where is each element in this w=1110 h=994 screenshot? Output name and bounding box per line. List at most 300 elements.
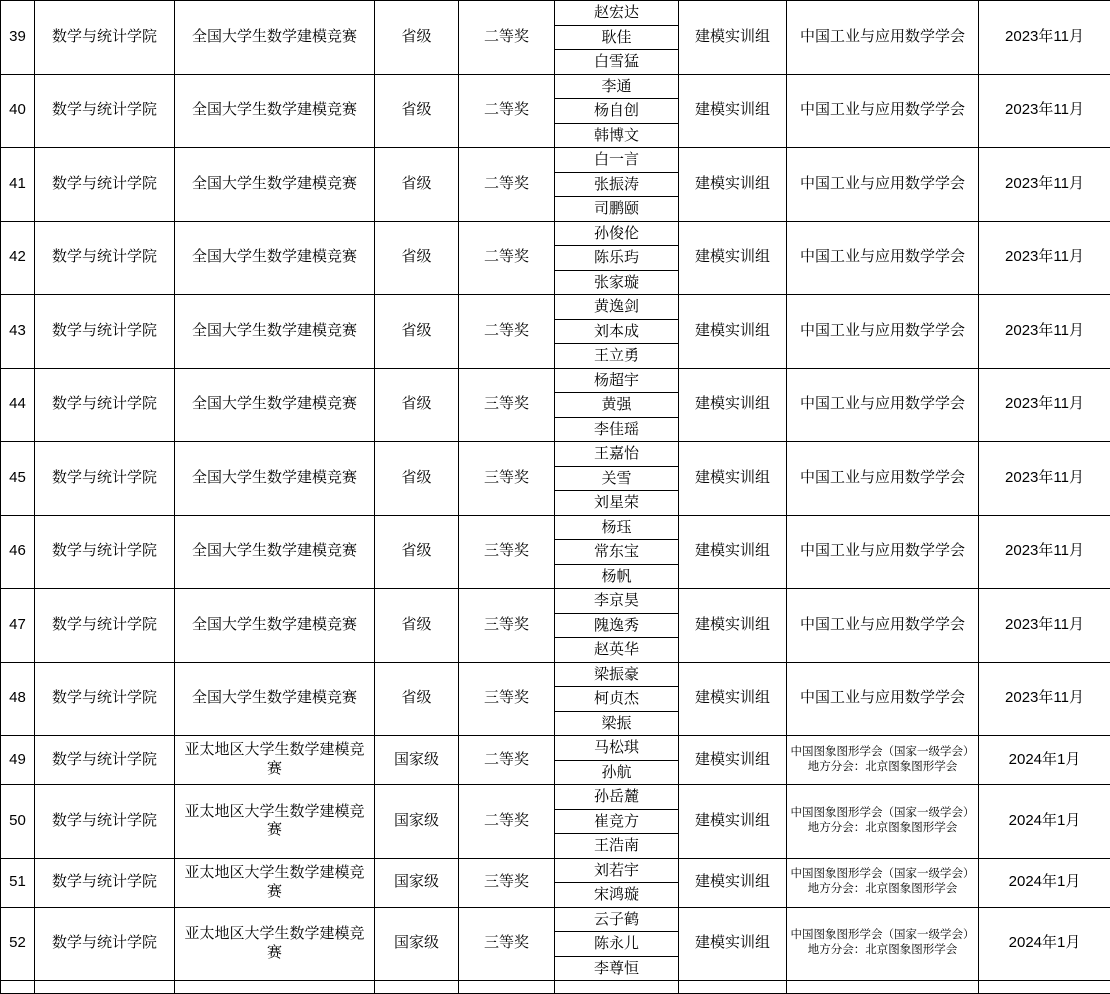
- cell-empty: [1, 981, 35, 994]
- organizer-line-2: 地方分会：北京图象图形学会: [789, 822, 976, 836]
- cell-empty: [375, 981, 459, 994]
- cell-group: [679, 736, 787, 785]
- cell-college: [35, 221, 175, 295]
- cell-contest: [175, 148, 375, 222]
- organizer: 中国工业与应用数学学会: [787, 540, 978, 563]
- member-name: 耿佳: [555, 26, 678, 51]
- group-name: 建模实训组: [679, 395, 786, 414]
- row-index: 44: [1, 395, 34, 414]
- cell-members: [555, 589, 679, 663]
- table-row: [1, 148, 1110, 222]
- member-name: 马松琪: [555, 736, 678, 761]
- cell-empty: [555, 981, 679, 994]
- award-level: 省级: [375, 469, 458, 488]
- cell-empty: [679, 981, 787, 994]
- group-name: 建模实训组: [679, 469, 786, 488]
- organizer-line-2: 地方分会：北京图象图形学会: [789, 944, 976, 958]
- row-index: 50: [1, 812, 34, 831]
- cell-empty: [459, 981, 555, 994]
- row-index: 40: [1, 101, 34, 120]
- organizer-line-1: 中国图象图形学会（国家一级学会）: [791, 746, 975, 758]
- cell-prize: [459, 907, 555, 981]
- contest-name: 全国大学生数学建模竞赛: [175, 246, 374, 269]
- contest-name: 全国大学生数学建模竞赛: [175, 467, 374, 490]
- row-index: 52: [1, 934, 34, 953]
- organizer: [787, 867, 978, 898]
- cell-contest: [175, 1, 375, 75]
- cell-members: [555, 1, 679, 75]
- member-name: 孙岳麓: [555, 785, 678, 810]
- table-row: [1, 74, 1110, 148]
- award-level: 省级: [375, 28, 458, 47]
- cell-members: [555, 442, 679, 516]
- member-list: [555, 75, 678, 148]
- contest-name: 全国大学生数学建模竞赛: [175, 393, 374, 416]
- college-name: 数学与统计学院: [35, 28, 174, 47]
- college-name: 数学与统计学院: [35, 469, 174, 488]
- award-date: 2023年11月: [979, 542, 1110, 561]
- organizer: [787, 928, 978, 959]
- cell-prize: [459, 785, 555, 859]
- cell-members: [555, 148, 679, 222]
- award-level: 省级: [375, 175, 458, 194]
- organizer: 中国工业与应用数学学会: [787, 246, 978, 269]
- award-date: 2023年11月: [979, 395, 1110, 414]
- row-index: 49: [1, 751, 34, 770]
- cell-org: [787, 736, 979, 785]
- cell-group: [679, 907, 787, 981]
- cell-org: [787, 515, 979, 589]
- cell-college: [35, 1, 175, 75]
- cell-date: [979, 662, 1110, 736]
- cell-members: [555, 736, 679, 785]
- cell-level: [375, 907, 459, 981]
- member-name: 赵宏达: [555, 1, 678, 26]
- cell-group: [679, 74, 787, 148]
- member-name: 宋鸿璇: [555, 883, 678, 907]
- cell-college: [35, 442, 175, 516]
- organizer: [787, 745, 978, 776]
- award-prize: 二等奖: [459, 175, 554, 194]
- row-index: 48: [1, 689, 34, 708]
- cell-prize: [459, 221, 555, 295]
- cell-index: [1, 368, 35, 442]
- cell-prize: [459, 295, 555, 369]
- cell-empty: [35, 981, 175, 994]
- award-level: 国家级: [375, 873, 458, 892]
- member-list: [555, 736, 678, 784]
- contest-name: 亚太地区大学生数学建模竞赛: [175, 923, 374, 965]
- cell-college: [35, 785, 175, 859]
- member-name: 杨超宇: [555, 369, 678, 394]
- cell-prize: [459, 858, 555, 907]
- cell-org: [787, 221, 979, 295]
- member-list: [555, 369, 678, 442]
- contest-name: 全国大学生数学建模竞赛: [175, 99, 374, 122]
- table-row: [1, 858, 1110, 907]
- award-date: 2024年1月: [979, 751, 1110, 770]
- cell-org: [787, 148, 979, 222]
- member-name: 白一言: [555, 148, 678, 173]
- member-name: 柯贞杰: [555, 687, 678, 712]
- cell-college: [35, 589, 175, 663]
- cell-date: [979, 515, 1110, 589]
- cell-college: [35, 295, 175, 369]
- group-name: 建模实训组: [679, 101, 786, 120]
- college-name: 数学与统计学院: [35, 322, 174, 341]
- organizer: [787, 806, 978, 837]
- cell-contest: [175, 368, 375, 442]
- cell-members: [555, 907, 679, 981]
- award-date: 2023年11月: [979, 28, 1110, 47]
- cell-level: [375, 1, 459, 75]
- group-name: 建模实训组: [679, 28, 786, 47]
- member-name: 李通: [555, 75, 678, 100]
- contest-name: 亚太地区大学生数学建模竞赛: [175, 739, 374, 781]
- cell-level: [375, 589, 459, 663]
- cell-index: [1, 515, 35, 589]
- member-name: 赵英华: [555, 638, 678, 662]
- organizer: 中国工业与应用数学学会: [787, 687, 978, 710]
- group-name: 建模实训组: [679, 542, 786, 561]
- cell-members: [555, 515, 679, 589]
- award-date: 2023年11月: [979, 322, 1110, 341]
- cell-index: [1, 785, 35, 859]
- organizer: 中国工业与应用数学学会: [787, 26, 978, 49]
- cell-org: [787, 295, 979, 369]
- cell-prize: [459, 148, 555, 222]
- table-row: [1, 785, 1110, 859]
- cell-group: [679, 515, 787, 589]
- award-level: 省级: [375, 248, 458, 267]
- member-name: 陈永儿: [555, 932, 678, 957]
- contest-name: 亚太地区大学生数学建模竞赛: [175, 862, 374, 904]
- cell-level: [375, 662, 459, 736]
- cell-members: [555, 74, 679, 148]
- organizer: 中国工业与应用数学学会: [787, 393, 978, 416]
- cell-group: [679, 148, 787, 222]
- award-prize: 二等奖: [459, 751, 554, 770]
- cell-date: [979, 221, 1110, 295]
- award-date: 2024年1月: [979, 812, 1110, 831]
- cell-empty: [787, 981, 979, 994]
- table-row-partial: [1, 981, 1110, 994]
- row-index: 45: [1, 469, 34, 488]
- cell-group: [679, 589, 787, 663]
- award-date: 2023年11月: [979, 175, 1110, 194]
- member-name: 杨珏: [555, 516, 678, 541]
- cell-members: [555, 785, 679, 859]
- organizer: 中国工业与应用数学学会: [787, 320, 978, 343]
- cell-contest: [175, 858, 375, 907]
- contest-name: 全国大学生数学建模竞赛: [175, 540, 374, 563]
- cell-prize: [459, 736, 555, 785]
- cell-empty: [979, 981, 1110, 994]
- cell-date: [979, 736, 1110, 785]
- table-row: [1, 221, 1110, 295]
- college-name: 数学与统计学院: [35, 395, 174, 414]
- cell-index: [1, 736, 35, 785]
- contest-name: 亚太地区大学生数学建模竞赛: [175, 801, 374, 843]
- organizer: 中国工业与应用数学学会: [787, 614, 978, 637]
- cell-date: [979, 785, 1110, 859]
- member-name: 黄逸剑: [555, 295, 678, 320]
- member-name: 王浩南: [555, 834, 678, 858]
- group-name: 建模实训组: [679, 812, 786, 831]
- table-row: [1, 295, 1110, 369]
- cell-index: [1, 295, 35, 369]
- award-prize: 三等奖: [459, 469, 554, 488]
- cell-group: [679, 368, 787, 442]
- organizer-line-1: 中国图象图形学会（国家一级学会）: [791, 807, 975, 819]
- member-name: 隗逸秀: [555, 614, 678, 639]
- award-date: 2023年11月: [979, 101, 1110, 120]
- member-name: 张振涛: [555, 173, 678, 198]
- cell-college: [35, 515, 175, 589]
- college-name: 数学与统计学院: [35, 542, 174, 561]
- cell-contest: [175, 295, 375, 369]
- cell-index: [1, 442, 35, 516]
- cell-group: [679, 442, 787, 516]
- cell-index: [1, 662, 35, 736]
- member-list: [555, 222, 678, 295]
- award-prize: 三等奖: [459, 616, 554, 635]
- organizer: 中国工业与应用数学学会: [787, 99, 978, 122]
- member-name: 陈乐玙: [555, 246, 678, 271]
- cell-org: [787, 589, 979, 663]
- member-list: [555, 295, 678, 368]
- member-list: [555, 442, 678, 515]
- cell-prize: [459, 1, 555, 75]
- row-index: 51: [1, 873, 34, 892]
- cell-members: [555, 295, 679, 369]
- member-name: 韩博文: [555, 124, 678, 148]
- cell-date: [979, 1, 1110, 75]
- cell-contest: [175, 515, 375, 589]
- award-prize: 三等奖: [459, 395, 554, 414]
- college-name: 数学与统计学院: [35, 175, 174, 194]
- cell-college: [35, 74, 175, 148]
- cell-index: [1, 148, 35, 222]
- member-name: 崔竞方: [555, 810, 678, 835]
- cell-index: [1, 907, 35, 981]
- cell-members: [555, 221, 679, 295]
- cell-empty: [175, 981, 375, 994]
- row-index: 39: [1, 28, 34, 47]
- cell-org: [787, 785, 979, 859]
- organizer-line-2: 地方分会：北京图象图形学会: [789, 883, 976, 897]
- cell-group: [679, 295, 787, 369]
- cell-group: [679, 858, 787, 907]
- member-name: 李佳瑶: [555, 418, 678, 442]
- cell-contest: [175, 221, 375, 295]
- cell-level: [375, 736, 459, 785]
- cell-prize: [459, 662, 555, 736]
- member-list: [555, 663, 678, 736]
- cell-org: [787, 907, 979, 981]
- cell-prize: [459, 515, 555, 589]
- cell-level: [375, 515, 459, 589]
- row-index: 42: [1, 248, 34, 267]
- cell-index: [1, 1, 35, 75]
- cell-college: [35, 148, 175, 222]
- cell-date: [979, 589, 1110, 663]
- award-prize: 三等奖: [459, 542, 554, 561]
- award-date: 2023年11月: [979, 469, 1110, 488]
- award-level: 国家级: [375, 751, 458, 770]
- cell-contest: [175, 662, 375, 736]
- cell-group: [679, 785, 787, 859]
- table-row: [1, 736, 1110, 785]
- cell-date: [979, 907, 1110, 981]
- cell-level: [375, 295, 459, 369]
- contest-name: 全国大学生数学建模竞赛: [175, 26, 374, 49]
- cell-org: [787, 1, 979, 75]
- member-name: 梁振: [555, 712, 678, 736]
- cell-index: [1, 858, 35, 907]
- member-list: [555, 1, 678, 74]
- college-name: 数学与统计学院: [35, 873, 174, 892]
- row-index: 46: [1, 542, 34, 561]
- table-row: [1, 1, 1110, 75]
- cell-members: [555, 858, 679, 907]
- organizer: 中国工业与应用数学学会: [787, 173, 978, 196]
- college-name: 数学与统计学院: [35, 616, 174, 635]
- award-prize: 三等奖: [459, 934, 554, 953]
- group-name: 建模实训组: [679, 934, 786, 953]
- member-name: 孙俊伦: [555, 222, 678, 247]
- cell-prize: [459, 368, 555, 442]
- table-row: [1, 368, 1110, 442]
- row-index: 47: [1, 616, 34, 635]
- table-row: [1, 589, 1110, 663]
- cell-contest: [175, 907, 375, 981]
- cell-index: [1, 221, 35, 295]
- cell-group: [679, 1, 787, 75]
- award-level: 省级: [375, 322, 458, 341]
- member-name: 杨自创: [555, 99, 678, 124]
- cell-prize: [459, 74, 555, 148]
- table-row: [1, 442, 1110, 516]
- contest-name: 全国大学生数学建模竞赛: [175, 614, 374, 637]
- cell-college: [35, 662, 175, 736]
- cell-date: [979, 74, 1110, 148]
- group-name: 建模实训组: [679, 322, 786, 341]
- college-name: 数学与统计学院: [35, 689, 174, 708]
- organizer-line-1: 中国图象图形学会（国家一级学会）: [791, 868, 975, 880]
- member-list: [555, 908, 678, 981]
- member-list: [555, 589, 678, 662]
- cell-college: [35, 368, 175, 442]
- award-level: 省级: [375, 395, 458, 414]
- college-name: 数学与统计学院: [35, 248, 174, 267]
- cell-level: [375, 368, 459, 442]
- award-level: 省级: [375, 616, 458, 635]
- member-name: 白雪猛: [555, 50, 678, 74]
- award-level: 省级: [375, 542, 458, 561]
- table-row: [1, 515, 1110, 589]
- cell-level: [375, 221, 459, 295]
- cell-index: [1, 74, 35, 148]
- contest-name: 全国大学生数学建模竞赛: [175, 320, 374, 343]
- college-name: 数学与统计学院: [35, 101, 174, 120]
- college-name: 数学与统计学院: [35, 934, 174, 953]
- member-list: [555, 859, 678, 907]
- award-level: 国家级: [375, 812, 458, 831]
- award-date: 2024年1月: [979, 873, 1110, 892]
- member-name: 王立勇: [555, 344, 678, 368]
- award-level: 省级: [375, 101, 458, 120]
- cell-date: [979, 442, 1110, 516]
- cell-org: [787, 662, 979, 736]
- award-prize: 二等奖: [459, 248, 554, 267]
- cell-date: [979, 368, 1110, 442]
- group-name: 建模实训组: [679, 248, 786, 267]
- cell-org: [787, 368, 979, 442]
- award-prize: 三等奖: [459, 873, 554, 892]
- member-name: 黄强: [555, 393, 678, 418]
- group-name: 建模实训组: [679, 873, 786, 892]
- cell-date: [979, 295, 1110, 369]
- cell-org: [787, 74, 979, 148]
- award-level: 国家级: [375, 934, 458, 953]
- member-name: 孙航: [555, 761, 678, 785]
- member-name: 常东宝: [555, 540, 678, 565]
- cell-members: [555, 662, 679, 736]
- cell-group: [679, 662, 787, 736]
- cell-college: [35, 858, 175, 907]
- cell-index: [1, 589, 35, 663]
- award-prize: 二等奖: [459, 101, 554, 120]
- award-date: 2024年1月: [979, 934, 1110, 953]
- cell-contest: [175, 785, 375, 859]
- cell-org: [787, 858, 979, 907]
- contest-name: 全国大学生数学建模竞赛: [175, 173, 374, 196]
- member-name: 关雪: [555, 467, 678, 492]
- member-list: [555, 785, 678, 858]
- cell-contest: [175, 736, 375, 785]
- member-name: 刘星荣: [555, 491, 678, 515]
- cell-level: [375, 74, 459, 148]
- award-prize: 二等奖: [459, 28, 554, 47]
- college-name: 数学与统计学院: [35, 751, 174, 770]
- award-prize: 二等奖: [459, 322, 554, 341]
- cell-college: [35, 736, 175, 785]
- college-name: 数学与统计学院: [35, 812, 174, 831]
- cell-date: [979, 148, 1110, 222]
- member-name: 司鹏颐: [555, 197, 678, 221]
- cell-level: [375, 858, 459, 907]
- cell-members: [555, 368, 679, 442]
- cell-contest: [175, 442, 375, 516]
- award-prize: 三等奖: [459, 689, 554, 708]
- award-date: 2023年11月: [979, 689, 1110, 708]
- member-name: 张家璇: [555, 271, 678, 295]
- award-date: 2023年11月: [979, 248, 1110, 267]
- row-index: 43: [1, 322, 34, 341]
- cell-contest: [175, 74, 375, 148]
- member-name: 王嘉怡: [555, 442, 678, 467]
- member-name: 杨帆: [555, 565, 678, 589]
- member-name: 李尊恒: [555, 957, 678, 981]
- cell-contest: [175, 589, 375, 663]
- group-name: 建模实训组: [679, 689, 786, 708]
- cell-prize: [459, 442, 555, 516]
- cell-date: [979, 858, 1110, 907]
- group-name: 建模实训组: [679, 751, 786, 770]
- cell-org: [787, 442, 979, 516]
- organizer-line-1: 中国图象图形学会（国家一级学会）: [791, 929, 975, 941]
